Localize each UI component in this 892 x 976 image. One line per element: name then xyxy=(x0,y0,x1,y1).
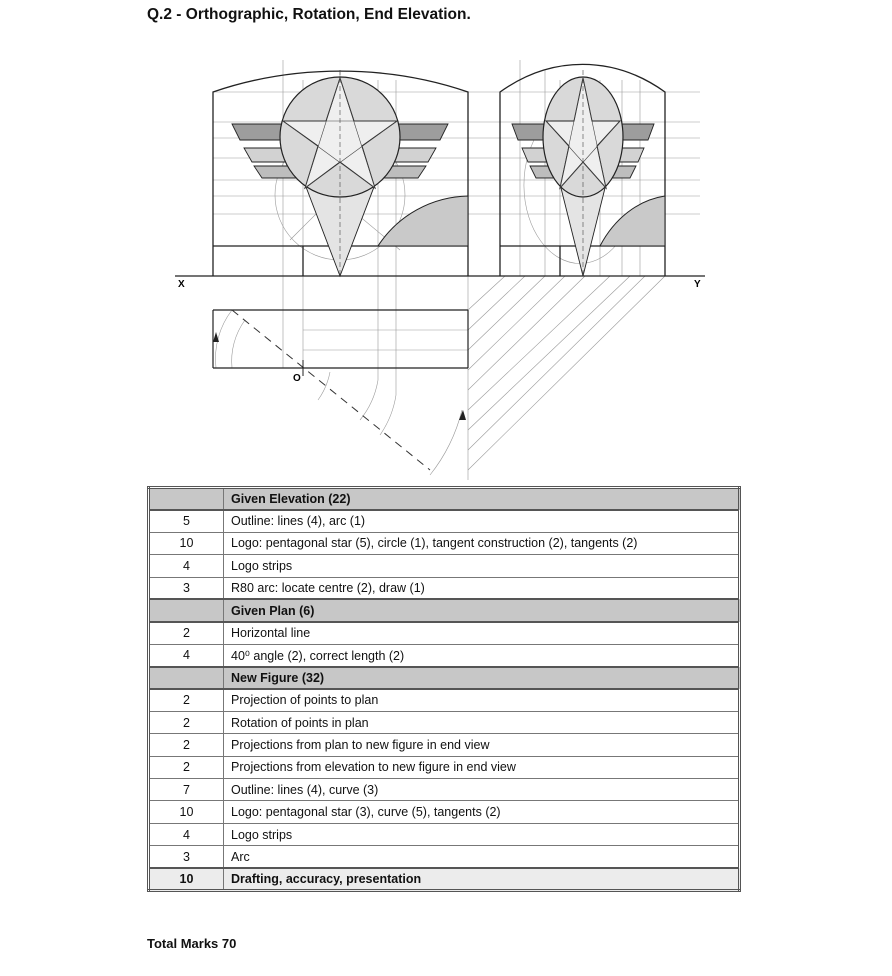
criterion-cell: Logo: pentagonal star (3), curve (5), tangents (2) xyxy=(224,801,740,823)
marks-cell: 4 xyxy=(149,644,224,666)
marks-cell xyxy=(149,667,224,689)
marks-cell: 4 xyxy=(149,823,224,845)
total-marks: Total Marks 70 xyxy=(147,936,237,951)
marks-cell: 3 xyxy=(149,577,224,599)
table-row xyxy=(149,644,740,666)
criterion-cell: 40⁰ angle (2), correct length (2) xyxy=(224,644,740,666)
criterion-cell: Given Plan (6) xyxy=(224,599,740,621)
criterion-cell: Logo strips xyxy=(224,823,740,845)
marks-table xyxy=(147,486,741,892)
marks-cell: 3 xyxy=(149,846,224,868)
marks-cell: 2 xyxy=(149,689,224,711)
table-section-row xyxy=(149,488,740,510)
table-row xyxy=(149,801,740,823)
marks-cell: 10 xyxy=(149,868,224,890)
criterion-cell: Logo: pentagonal star (5), circle (1), tangent construction (2), tangents (2) xyxy=(224,532,740,554)
criterion-cell: Given Elevation (22) xyxy=(224,488,740,510)
marks-cell: 2 xyxy=(149,711,224,733)
table-row xyxy=(149,779,740,801)
y-label: Y xyxy=(694,279,701,290)
table-row xyxy=(149,823,740,845)
criterion-cell: New Figure (32) xyxy=(224,667,740,689)
criterion-cell: R80 arc: locate centre (2), draw (1) xyxy=(224,577,740,599)
criterion-cell: Outline: lines (4), arc (1) xyxy=(224,510,740,532)
criterion-cell: Horizontal line xyxy=(224,622,740,644)
table-row xyxy=(149,555,740,577)
table-section-row xyxy=(149,599,740,621)
table-row xyxy=(149,734,740,756)
marks-cell: 2 xyxy=(149,622,224,644)
marks-cell: 2 xyxy=(149,756,224,778)
table-section-row xyxy=(149,667,740,689)
table-total-row xyxy=(149,868,740,890)
marks-cell xyxy=(149,488,224,510)
criterion-cell: Outline: lines (4), curve (3) xyxy=(224,779,740,801)
plan-view xyxy=(213,310,468,470)
table-row xyxy=(149,510,740,532)
marks-cell xyxy=(149,599,224,621)
marks-cell: 4 xyxy=(149,555,224,577)
criterion-cell: Projections from plan to new figure in end view xyxy=(224,734,740,756)
criterion-cell: Arc xyxy=(224,846,740,868)
table-row xyxy=(149,711,740,733)
r80-arc-end-view xyxy=(600,196,665,246)
r80-arc-elevation xyxy=(378,196,468,246)
table-row xyxy=(149,622,740,644)
marks-cell: 5 xyxy=(149,510,224,532)
criterion-cell: Projection of points to plan xyxy=(224,689,740,711)
table-row xyxy=(149,756,740,778)
rotation-arrows xyxy=(213,332,466,420)
marks-cell: 2 xyxy=(149,734,224,756)
criterion-cell: Projections from elevation to new figure in end view xyxy=(224,756,740,778)
table-row xyxy=(149,689,740,711)
orthographic-drawing xyxy=(0,0,892,486)
criterion-cell: Logo strips xyxy=(224,555,740,577)
page-title: Q.2 - Orthographic, Rotation, End Elevation. xyxy=(147,6,471,23)
o-label: O xyxy=(293,373,301,384)
criterion-cell: Rotation of points in plan xyxy=(224,711,740,733)
x-label: X xyxy=(178,279,185,290)
table-row xyxy=(149,846,740,868)
table-row xyxy=(149,532,740,554)
table-row xyxy=(149,577,740,599)
criterion-cell: Drafting, accuracy, presentation xyxy=(224,868,740,890)
marks-cell: 10 xyxy=(149,801,224,823)
marks-cell: 7 xyxy=(149,779,224,801)
marks-cell: 10 xyxy=(149,532,224,554)
